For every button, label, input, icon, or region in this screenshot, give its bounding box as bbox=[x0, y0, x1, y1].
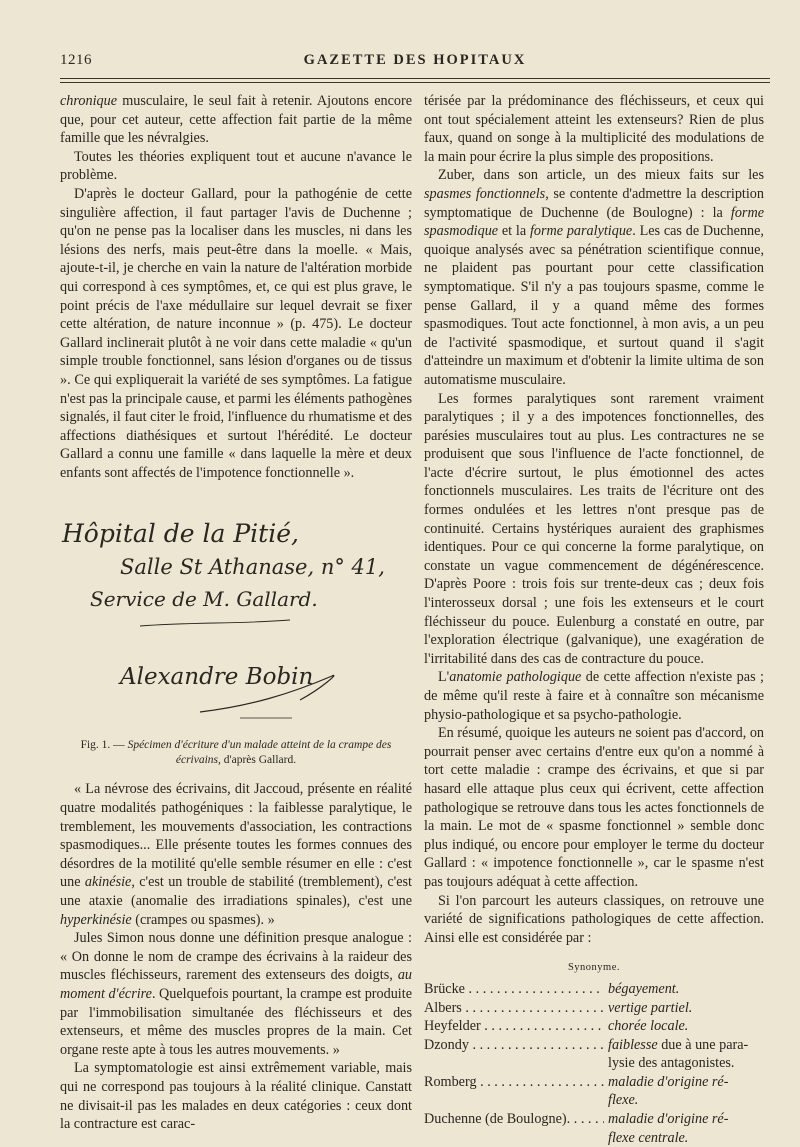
caption-text: d'après Gallard. bbox=[220, 754, 297, 767]
emphasis: hyperkinésie bbox=[60, 911, 132, 928]
emphasis: forme paralytique bbox=[529, 223, 633, 240]
paragraph-text: , c'est un trouble de stabilité (tremblement), c'est une ataxie (anomalie des irradiations spinales), c'est une bbox=[60, 874, 412, 910]
paragraph: térisée par la prédominance des fléchisseurs, et ceux qui ont tout spécialement atteint les extenseurs? Rien de plus faux, quand on songe à la multiplicité des modulations de la main pour écrire la plus simple des propositions. bbox=[424, 93, 764, 165]
paragraph-text: musculaire, le seul fait à retenir. Ajoutons encore que, pour cet auteur, cette affection fait partie de la même famille que les névralgies. bbox=[60, 93, 412, 147]
synonym-author: Romberg . . . bbox=[424, 1073, 604, 1092]
caption-label: Fig. 1. — bbox=[80, 739, 128, 752]
handwriting-signature: Alexandre Bobin bbox=[120, 664, 314, 691]
synonym-entry bbox=[424, 980, 764, 999]
emphasis: spasmes fonctionnels bbox=[424, 185, 546, 202]
synonym-term-rest: due à une para- bbox=[657, 1036, 749, 1053]
synonym-entry bbox=[424, 1110, 764, 1147]
paragraph bbox=[60, 780, 412, 929]
synonym-author: Albers . . . bbox=[424, 999, 604, 1018]
paragraph bbox=[424, 166, 764, 389]
paragraph: La symptomatologie est ainsi extrêmement variable, mais qui ne correspond pas toujours à la réalité clinique. Canstatt ne divisait-il pas les malades en deux catégories : ceux dont la contracture est carac- bbox=[60, 1060, 412, 1133]
figure-caption bbox=[60, 738, 412, 768]
synonym-term-continuation: flexe centrale. bbox=[608, 1129, 689, 1146]
synonym-author: Heyfelder . . . bbox=[424, 1017, 604, 1036]
paragraph-text: Zuber, dans son article, un des mieux faits sur les bbox=[438, 167, 764, 184]
journal-title: GAZETTE DES HOPITAUX bbox=[303, 52, 527, 68]
synonym-author: Duchenne (de Boulogne). . . . bbox=[424, 1110, 604, 1129]
synonym-term-wrap bbox=[604, 1036, 764, 1055]
paragraph: Toutes les théories expliquent tout et aucune n'avance le problème. bbox=[60, 148, 412, 184]
paragraph bbox=[60, 929, 412, 1059]
paragraph-text: et la bbox=[498, 223, 530, 240]
paragraph: En résumé, quoique les auteurs ne soient pas d'accord, on pourrait penser avec certains d'entre eux qu'on a nommé à tort cette maladie : crampe des écrivains, et que si par hasard elle attaque plus ceux qui écrivent, cette affection pathologique se retrouve dans tous les actes fonctionnels de la main. Le mot de « spasme fonctionnel » semble donc plus indiqué, ou encore pour employer le terme du docteur Gallard : « impotence fonctionnelle », car le spasme n'est pas toujours adéquat à cette affection. bbox=[424, 725, 765, 890]
synonyms-table bbox=[424, 980, 764, 1147]
paragraph-text: « La névrose des écrivains, dit Jaccoud, présente en réalité quatre modalités pathogéniques : la faiblesse paralytique, le tremblement, les mouvements d'association, les contractions spasmodiques... Elle présente toutes les formes connues des désordres de la motilité qu'elle semble résumer en elle : c'est une bbox=[60, 781, 412, 891]
synonym-term-continuation: lysie des antagonistes. bbox=[608, 1055, 735, 1072]
paragraph-text: . Les cas de Duchenne, quoique analysés avec sa pénétration scientifique connue, ne plaident pas pourtant pour cette classification symptomatique. S'il n'y a pas toujours spasme, comme le pense Gallard, il y a quand même des formes spasmodiques. Tout acte fonctionnel, à mon avis, a un peu de l'activité spasmodique, et surtout quand il s'agit d'atteindre un maximum et d'obtenir la limite ultima de son automatisme musculaire. bbox=[424, 223, 764, 388]
page-number: 1216 bbox=[60, 52, 92, 68]
synonym-term: chorée locale. bbox=[608, 1018, 689, 1035]
handwriting-specimen bbox=[60, 504, 412, 732]
synonym-author: Dzondy . . . bbox=[424, 1036, 604, 1055]
synonym-term: maladie d'origine ré- bbox=[608, 1073, 729, 1090]
paragraph-text: de cette affection n'existe pas ; de même qu'il reste à faire et à connaître son mécanisme physio-pathologique et sa psycho-pathologie. bbox=[424, 669, 764, 723]
emphasis: anatomie pathologique bbox=[449, 669, 582, 686]
paragraph bbox=[424, 668, 764, 724]
emphasis: chronique bbox=[60, 93, 117, 109]
paragraph-text: L' bbox=[438, 669, 450, 686]
synonym-term: maladie d'origine ré- bbox=[608, 1111, 729, 1128]
paragraph-text: , se contente d'admettre la description symptomatique de Duchenne (de Boulogne) : la bbox=[424, 185, 764, 221]
header-rule-thick bbox=[60, 78, 770, 79]
paragraph: D'après le docteur Gallard, pour la pathogénie de cette singulière affection, il faut partager l'avis de Duchenne ; qu'on ne pense pas la localiser dans les muscles, ni dans les lésions des nerfs, mais peut-être dans la moelle. « Mais, ajoute-t-il, je cherche en vain la nature de l'altération morbide qui correspond à ces symptômes, et, ce qui est plus grave, le point précis de l'axe médullaire sur lequel devrait se fixer cette altération, de nature inconnue » (p. 475). Le docteur Gallard inclinerait plutôt à ne voir dans cette maladie « qu'un simple trouble fonctionnel, sans lésion d'organes ou de tissus ». Ce qui expliquerait la variété de ses symptômes. La fatigue n'est pas la principale cause, et parmi les éléments pathogènes signalés, il faut citer le froid, l'influence du rhumatisme et des affections diathésiques et surtout l'hérédité. Le docteur Gallard a connu une famille « dans laquelle la mère et deux enfants sont affectés de l'impotence fonctionnelle ». bbox=[60, 185, 412, 481]
paragraph-text: (crampes ou spasmes). » bbox=[131, 911, 275, 928]
synonym-term: faiblesse bbox=[608, 1036, 658, 1053]
emphasis: akinésie bbox=[84, 874, 132, 891]
handwriting-line: Salle St Athanase, n° 41, bbox=[120, 555, 385, 580]
synonym-entry bbox=[424, 1073, 764, 1110]
synonym-term-continuation: flexe. bbox=[608, 1092, 639, 1109]
synonym-author: Brücke . . . bbox=[424, 980, 604, 999]
page-header bbox=[60, 52, 770, 72]
synonym-entry bbox=[424, 999, 764, 1018]
paragraph: Si l'on parcourt les auteurs classiques, on retrouve une variété de significations pathologiques de cette affection. Ainsi elle est considérée par : bbox=[424, 892, 764, 946]
handwriting-line: Service de M. Gallard. bbox=[90, 587, 318, 612]
paragraph-text: . Quelquefois pourtant, la crampe est produite par l'immobilisation simultanée des fléchisseurs et des extenseurs, et même des muscles propres de la main. Cet organe reste apte à tous les autres mouvements. » bbox=[60, 986, 412, 1058]
paragraph bbox=[60, 92, 412, 148]
paragraph-text: Jules Simon nous donne une définition presque analogue : « On donne le nom de crampe des écrivains à la raideur des muscles fléchisseurs, rarement des extenseurs des doigts, bbox=[60, 930, 412, 984]
header-rule-thin bbox=[60, 82, 770, 83]
caption-italic: Spécimen d'écriture d'un malade atteint de la crampe des écrivains, bbox=[127, 739, 392, 767]
emphasis: au moment d'écrire bbox=[60, 967, 412, 1002]
synonyms-heading: Synonyme. bbox=[567, 962, 621, 974]
handwriting-underline bbox=[140, 620, 290, 626]
synonym-entry bbox=[424, 1017, 764, 1036]
right-column bbox=[424, 92, 764, 1147]
left-column bbox=[60, 92, 412, 1134]
synonym-term: vertige partiel. bbox=[608, 999, 693, 1016]
paragraph: Les formes paralytiques sont rarement vraiment paralytiques ; il y a des impotences fonctionnelles, des parésies musculaires tout au plus. Les contractures ne se produisent que sous l'influence de l'acte fonctionnel, de l'acte d'écrire surtout, le plus émotionnel des actes fonctionnels musculaires. Les traits de l'écriture ont des formes ondulées et les lettres n'ont presque pas de continuité. Certains hystériques auraient des graphismes identiques. Pour ce qui concerne la forme paralytique, on constate un vague commencement de dégénérescence. D'après Poore : trois fois sur trente-deux cas ; deux fois l'interosseux dorsal ; une fois les extenseurs et le court fléchisseur du pouce. Eulenburg a constaté en outre, par l'exploration électrique (galvanique), une exagération de l'irritabilité dans des cas de contracture du pouce. bbox=[424, 390, 764, 667]
emphasis: forme spasmodique bbox=[424, 204, 764, 240]
synonym-term: bégayement. bbox=[608, 980, 680, 997]
synonym-entry bbox=[424, 1036, 764, 1073]
handwriting-line: Hôpital de la Pitié, bbox=[62, 519, 299, 549]
handwriting-figure bbox=[60, 504, 412, 732]
